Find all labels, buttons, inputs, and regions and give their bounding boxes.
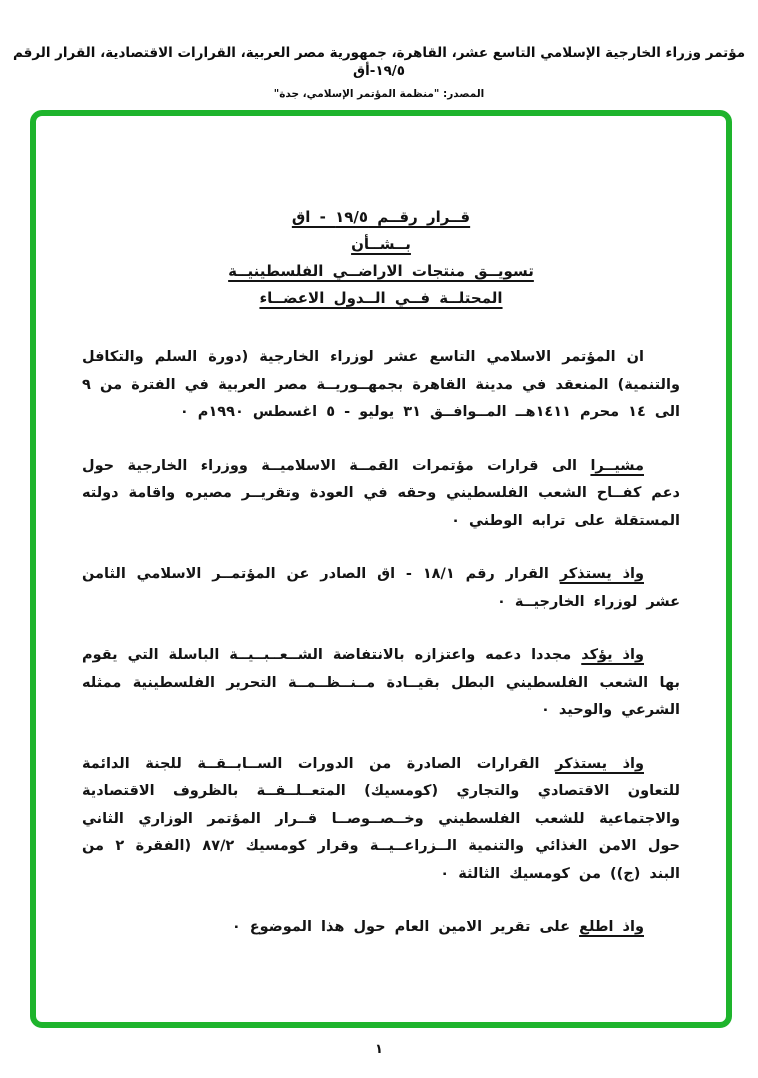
resolution-title-block bbox=[82, 204, 680, 312]
paragraph-text: ان المؤتمر الاسلامي التاسع عشر لوزراء الخارجية (دورة السلم والتكافل والتنمية) المنعقد في مدينة القاهرة بجمهــوريــة مصر العربية في الفترة من ٩ الى ١٤ محرم ١٤١١هــ المــوافــق ٣١ يوليو - ٥ اغسطس ١٩٩٠م ٠ bbox=[82, 349, 680, 420]
paragraph-recalling-resolution-18-1 bbox=[82, 561, 680, 616]
paragraph-text: الى قرارات مؤتمرات القمــة الاسلاميــة ووزراء الخارجية حول دعم كفــاح الشعب الفلسطيني وحقه في العودة وتقريــر مصيره واقامة دولته المستقلة على ترابه الوطني ٠ bbox=[82, 457, 680, 529]
paragraph-text: القرار رقم ١٨/١ - اق الصادر عن المؤتمــر الاسلامي الثامن عشر لوزراء الخارجيــة ٠ bbox=[82, 566, 680, 610]
paragraph-recalling-comcec bbox=[82, 751, 680, 889]
title-line-subject-2: المحتلــة فــي الــدول الاعضــاء bbox=[259, 289, 503, 307]
paragraph-lead: واذ يستذكر bbox=[555, 755, 644, 772]
page-header bbox=[0, 0, 758, 100]
paragraph-text: القرارات الصادرة من الدورات الســابــقــة للجنة الدائمة للتعاون الاقتصادي والتجاري (كومسيك) المتعــلــقــة بالظروف الاقتصادية والاجتماعية للشعب الفلسطيني وخــصــوصــا قــرار المؤتمر الوزاري الثاني حول الامن الغذائي والتنمية الــزراعــيــة وقرار كومسيك ٨٧/٢ (الفقرة ٢ من البند (ج)) من كومسيك الثالثة ٠ bbox=[82, 755, 680, 882]
title-line-resolution-number: قــرار رقــم ١٩/٥ - اق bbox=[291, 208, 471, 226]
source-line: المصدر: "منظمة المؤتمر الإسلامي، جدة" bbox=[273, 88, 485, 100]
document-reference-title: مؤتمر وزراء الخارجية الإسلامي التاسع عشر، القاهرة، جمهورية مصر العربية، القرارات الاقتصادية، القرار الرقم ١٩/٥-أق bbox=[12, 45, 746, 79]
paragraph-lead: واذ يؤكد bbox=[581, 647, 644, 663]
paragraph-reaffirming-intifada bbox=[82, 642, 680, 725]
paragraph-text: على تقرير الامين العام حول هذا الموضوع ٠ bbox=[231, 919, 580, 935]
paragraph-secretary-general-report bbox=[82, 914, 680, 942]
title-line-subject-1: تسويــق منتجات الاراضــي الفلسطينيــة bbox=[228, 262, 534, 280]
paragraph-lead: واذ اطلع bbox=[579, 919, 644, 935]
paragraph-text: مجددا دعمه واعتزازه بالانتفاضة الشــعــبــيــة الباسلة التي يقوم بها الشعب الفلسطيني البطل بقيــادة مــنــظــمــة التحرير الفلسطينية ممثله الشرعي والوحيد ٠ bbox=[82, 647, 680, 718]
page-number: ١ bbox=[375, 1042, 383, 1057]
scanned-document-content bbox=[36, 116, 726, 1022]
paragraph-preamble bbox=[82, 344, 680, 427]
paragraph-lead: واذ يستذكر bbox=[559, 566, 644, 582]
scanned-document-frame bbox=[30, 110, 732, 1028]
paragraph-lead: مشيــرا bbox=[590, 457, 644, 474]
title-line-regarding: بــشــأن bbox=[351, 235, 411, 253]
paragraph-recalling-summits bbox=[82, 453, 680, 536]
